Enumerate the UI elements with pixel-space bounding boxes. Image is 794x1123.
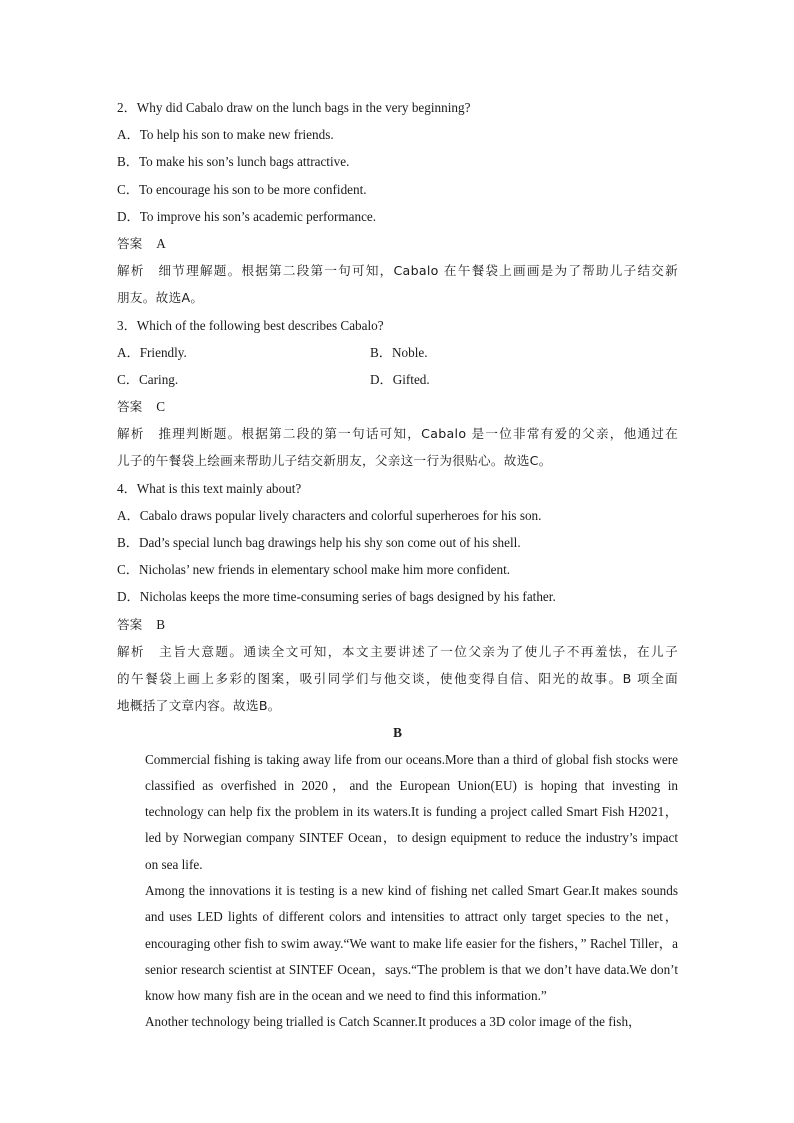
q2-option-b: B．To make his son’s lunch bags attractive. (117, 154, 350, 170)
section-b-heading: B (393, 725, 402, 741)
q2-option-c: C．To encourage his son to be more confident. (117, 181, 367, 197)
q4-answer (117, 611, 678, 638)
section-b-paragraph-1: Commercial fishing is taking away life from our oceans.More than a third of global fish stocks were classified as overfished in 2020，and the European Union(EU) is hoping that investing in technology can help fix the problem in its waters.It is funding a project called Smart Fish H2021，led by Norwegian company SINTEF Ocean，to design equipment to reduce the industry’s impact on sea life. (145, 751, 678, 872)
q4-analysis-line-1: 解析 主旨大意题。通读全文可知，本文主要讲述了一位父亲为了使儿子不再羞怯，在儿子 (117, 643, 678, 659)
answer-label: 答案 (117, 235, 143, 251)
q4-option-b: B．Dad’s special lunch bag drawings help his shy son come out of his shell. (117, 535, 521, 550)
answer-value: C (156, 399, 165, 415)
q2-option-a: A．To help his son to make new friends. (117, 127, 334, 143)
q2-option-d: D．To improve his son’s academic performance. (117, 208, 377, 224)
question-4: 4．What is this text mainly about? (117, 480, 302, 496)
q2-answer (117, 230, 678, 257)
q2-analysis-line-2: 朋友。故选A。 (117, 290, 204, 306)
q3-answer (117, 393, 678, 420)
q4-analysis-line-3: 地概括了文章内容。故选B。 (117, 698, 281, 714)
section-b-paragraph-3: Another technology being trialled is Catch Scanner.It produces a 3D color image of the fish， (145, 1014, 642, 1030)
q3-option-d: D．Gifted. (370, 371, 430, 387)
q2-analysis-line-1: 解析 细节理解题。根据第二段第一句可知，Cabalo 在午餐袋上画画是为了帮助儿子结交新 (117, 263, 678, 279)
q4-option-a: A．Cabalo draws popular lively characters and colorful superheroes for his son. (117, 507, 542, 523)
question-2: 2．Why did Cabalo draw on the lunch bags in the very beginning? (117, 100, 471, 115)
q3-options-row-2 (117, 366, 678, 393)
q3-option-a: A．Friendly. (117, 344, 187, 360)
answer-label: 答案 (117, 616, 143, 632)
q4-option-c: C．Nicholas’ new friends in elementary school make him more confident. (117, 562, 511, 578)
question-3: 3．Which of the following best describes Cabalo? (117, 317, 384, 333)
q4-analysis-line-2: 的午餐袋上画上多彩的图案，吸引同学们与他交谈，使他变得自信、阳光的故事。B 项全面 (117, 670, 678, 686)
q3-options-row-1 (117, 339, 678, 366)
answer-label: 答案 (117, 399, 143, 415)
q3-option-c: C．Caring. (117, 371, 179, 387)
q3-analysis-line-2: 儿子的午餐袋上绘画来帮助儿子结交新朋友，父亲这一行为很贴心。故选C。 (117, 453, 552, 469)
section-b-paragraph-2: Among the innovations it is testing is a new kind of fishing net called Smart Gear.It makes sounds and uses LED lights of different colors and intensities to attract only target species to the net，encouraging other fish to swim away.“We want to make life easier for the fishers，” Rachel Tiller，a senior research scientist at SINTEF Ocean，says.“The problem is that we don’t have data.We don’t know how many fish are in the ocean and we need to find this information.” (145, 882, 678, 1004)
answer-value: B (156, 616, 165, 632)
q3-analysis-line-1: 解析 推理判断题。根据第二段的第一句话可知，Cabalo 是一位非常有爱的父亲，他通过在 (117, 426, 678, 442)
q3-option-b: B．Noble. (370, 344, 428, 360)
page-content (117, 94, 678, 1036)
q4-option-d: D．Nicholas keeps the more time-consuming series of bags designed by his father. (117, 589, 556, 605)
answer-value: A (156, 235, 166, 251)
